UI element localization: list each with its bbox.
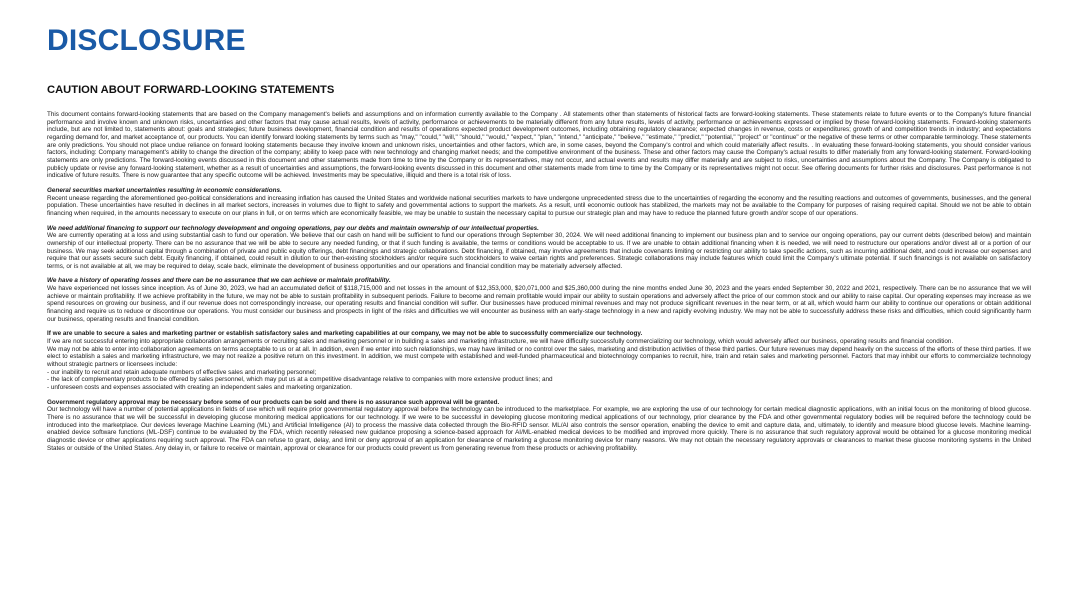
page-title: DISCLOSURE	[47, 24, 246, 57]
list-item: - our inability to recruit and retain adequate numbers of effective sales and marketing personnel;	[47, 368, 317, 376]
section-sales-marketing	[47, 330, 1031, 391]
section-body: We have experienced net losses since inception. As of June 30, 2023, we had an accumulated deficit of $118,715,000 and net losses in the amount of $12,353,000, $20,071,000 and $25,360,000 during the nine months ended June 30, 2023 and the years ended September 30, 2022 and 2021, respectively. There can be no assurance that we will achieve or maintain profitability. If we achieve profitability in the future, we may not be able to sustain profitability in subsequent periods. Failure to become and remain profitable would impair our ability to sustain operations and adversely affect the price of our common stock and our ability to raise capital. Our operating expenses may increase as we spend resources on growing our business, and if our revenue does not correspondingly increase, our operating results and financial condition will suffer. Our businesses have produced minimal revenues and may not produce significant revenues in the near term, or at all, which would harm our ability to continue our operations or obtain additional financing and require us to reduce or discontinue our operations. You must consider our business and prospects in light of the risks and difficulties we will encounter as business with an early-stage technology in a new and rapidly evolving industry. We may not be able to successfully address these risks and difficulties, which could significantly harm our business, operating results and financial condition.	[47, 285, 1031, 323]
section-operating-losses	[47, 277, 1031, 323]
section-body: We are currently operating at a loss and using substantial cash to fund our operation. We believe that our cash on hand will be sufficient to fund our operations through September 30, 2024. We will need additional financing to implement our business plan and to service our ongoing operations, pay our current debts (described below) and maintain ownership of our intellectual property. There can be no assurance that we will be able to secure any needed funding, or that if such funding is available, the terms or conditions would be acceptable to us. If we are unable to obtain additional financing when it is needed, we will need to restructure our operations and/or divest all or a portion of our business. We may seek additional capital through a combination of private and public equity offerings, debt financings and strategic collaborations. Debt financing, if obtained, may involve agreements that include covenants limiting or restricting our ability to take specific actions, such as incurring additional debt, and could increase our expenses and require that our assets secure such debt. Equity financing, if obtained, could result in dilution to our then-existing stockholders and/or require such stockholders to waive certain rights and preferences. Strategic collaborations may include features which could limit the Company's ultimate potential. If such financings is not available on satisfactory terms, or is not available at all, we may be required to delay, scale back, eliminate the development of business opportunities and our operations and financial condition may be materially adversely affected.	[47, 232, 1031, 270]
section-heading: We have a history of operating losses and there can be no assurance that we can achieve or maintain profitability.	[47, 277, 391, 285]
section-body: Recent unease regarding the aforementioned geo-political considerations and increasing inflation has caused the United States and worldwide national securities markets to have undergone unprecedented stress due to the uncertainties of regarding the economy and the resulting reactions and outcomes of governments, businesses, and the general population. These uncertainties have resulted in declines in all market sectors, increases in volumes due to flight to safety and governmental actions to support the markets. As a result, until economic outlook has stabilized, the markets may not be available to the Company for purposes of raising required capital. Should we not be able to obtain financing when required, in the amounts necessary to execute on our plans in full, or on terms which are economically feasible, we may be unable to sustain the necessary capital to pursue our strategic plan and may have to reduce the planned future growth and/or scope of our operations.	[47, 194, 1031, 217]
section-additional-financing	[47, 225, 1031, 271]
section-heading: General securities market uncertainties resulting in economic considerations.	[47, 186, 282, 194]
section-heading: We need additional financing to support our technology development and ongoing operations, pay our debts and maintain ownership of our intellectual properties.	[47, 224, 539, 232]
list-item: - unforeseen costs and expenses associated with creating an independent sales and marketing organization.	[47, 384, 353, 391]
section-body: Our technology will have a number of potential applications in fields of use which will require prior governmental regulatory approval before the technology can be introduced to the marketplace. For example, we are exploring the use of our technology for certain medical diagnostic applications, with an initial focus on the monitoring of blood glucose. There is no assurance that we will be successful in developing glucose monitoring medical applications for our technology. If we were to be successful in developing glucose monitoring medical applications of our technology, prior clearance by the FDA and other governmental regulatory bodies will be required before the technology could be introduced into the marketplace. Our devices leverage Machine Learning (ML) and Artificial Intelligence (AI) to process the massive data collected through the Bio-RFID sensor. ML/AI also controls the sensor operation, enabling the device to emit and capture data, and, ultimately, to identify and measure blood glucose levels. Machine learning-enabled device software functions (ML-DSF) continue to be evaluated by the FDA, which recently released new guidance proposing a science-based approach for AI/ML-enabled medical devices to be modified and improved more quickly. There is no assurance that such regulatory approval would be obtained for a glucose monitoring medical diagnostic device or other applications requiring such approval. The FDA can refuse to grant, delay, and limit or deny approval of an application for clearance of marketing a glucose monitoring device for many reasons. We may not obtain the necessary regulatory approvals or clearances to market these glucose monitoring systems in the United States or outside of the United States. Any delay in, or failure to receive or maintain, approval or clearance for our products could prevent us from generating revenue from these products or achieving profitability.	[47, 406, 1031, 452]
section-body: If we are not successful entering into appropriate collaboration arrangements or recruiting sales and marketing personnel or in building a sales and marketing infrastructure, we will have difficulty successfully commercializing our technology, which would adversely affect our business, operating results and financial condition.	[47, 338, 954, 346]
list-item: - the lack of complementary products to be offered by sales personnel, which may put us at a competitive disadvantage relative to companies with more extensive product lines; and	[47, 376, 553, 384]
section-heading: Government regulatory approval may be necessary before some of our products can be sold and there is no assurance such approval will be granted.	[47, 398, 500, 406]
section-market-uncertainties	[47, 187, 1031, 218]
section-regulatory-approval	[47, 399, 1031, 453]
section-subtitle: CAUTION ABOUT FORWARD-LOOKING STATEMENTS	[47, 84, 335, 96]
disclosure-body	[47, 111, 1031, 459]
intro-paragraph: This document contains forward-looking statements that are based on the Company management's beliefs and assumptions and on information currently available to the Company . All statements other than statements of historical facts are forward-looking statements. These statements relate to future events or to the Company's future financial performance and involve known and unknown risks, uncertainties and other factors that may cause actual results, levels of activity, performance or achievements to be materially different from any future results, levels of activity, performance or achievements expressed or implied by these forward-looking statements. Forward-looking statements include, but are not limited to, statements about: goals and strategies; future business development, financial condition and results of operations expected product development outcomes, including obtaining regulatory clearance; expected changes in revenue, costs or expenditures; growth of and competition trends in industry; and expectations regarding demand for, and market acceptance of, our products. You can identify forward looking statements by terms such as "may," "could," "will," "should," "would," "expect," "plan," "intend," "anticipate," "believe," "estimate," "predict," "potential," "project" or "continue" or the negative of these terms or other comparable terminology. These statements are only predictions. You should not place undue reliance on forward looking statements because they involve known and unknown risks, uncertainties and other factors, which are, in some cases, beyond the Company's control and which could materially affect results. . In evaluating these forward-looking statements, you should consider various factors, including: Company management's ability to change the direction of the company; ability to keep pace with new technology and changing market needs; and the competitive environment of the business. These and other factors may cause the Company's actual results to differ materially from any forward-looking statement. Forward-looking statements are only predictions. The forward-looking events discussed in this document and other statements made from time to time by the Company or its representatives, may not occur, and actual events and results may differ materially and are subject to risks, uncertainties and assumptions about the Company. The Company is obligated to publicly update or revise any forward-looking statement, whether as a result of uncertainties and assumptions, the forward-looking events discussed in this document and other statements made from time to time by the Company or its representatives might not occur. See offering documents for further risks and disclosures. Past performance is not indicative of future results. There is now guarantee that any specific outcome will be achieved. Investments may be speculative, illiquid and there is a total risk of loss.	[47, 111, 1031, 180]
section-heading: If we are unable to secure a sales and marketing partner or establish satisfactory sales and marketing capabilities at our company, we may not be able to successfully commercialize our technology.	[47, 330, 643, 338]
section-body-continued: We may not be able to enter into collaboration agreements on terms acceptable to us or at all. In addition, even if we enter into such relationships, we may have limited or no control over the sales, marketing and distribution activities of these third parties. Our future revenues may depend heavily on the success of the efforts of these third parties. If we elect to establish a sales and marketing infrastructure, we may not realize a positive return on this investment. In addition, we must compete with established and well-funded pharmaceutical and biotechnology companies to recruit, hire, train and retain sales and marketing personnel. Factors that may inhibit our efforts to commercialize technology without strategic partners or licensees include:	[47, 345, 1031, 369]
